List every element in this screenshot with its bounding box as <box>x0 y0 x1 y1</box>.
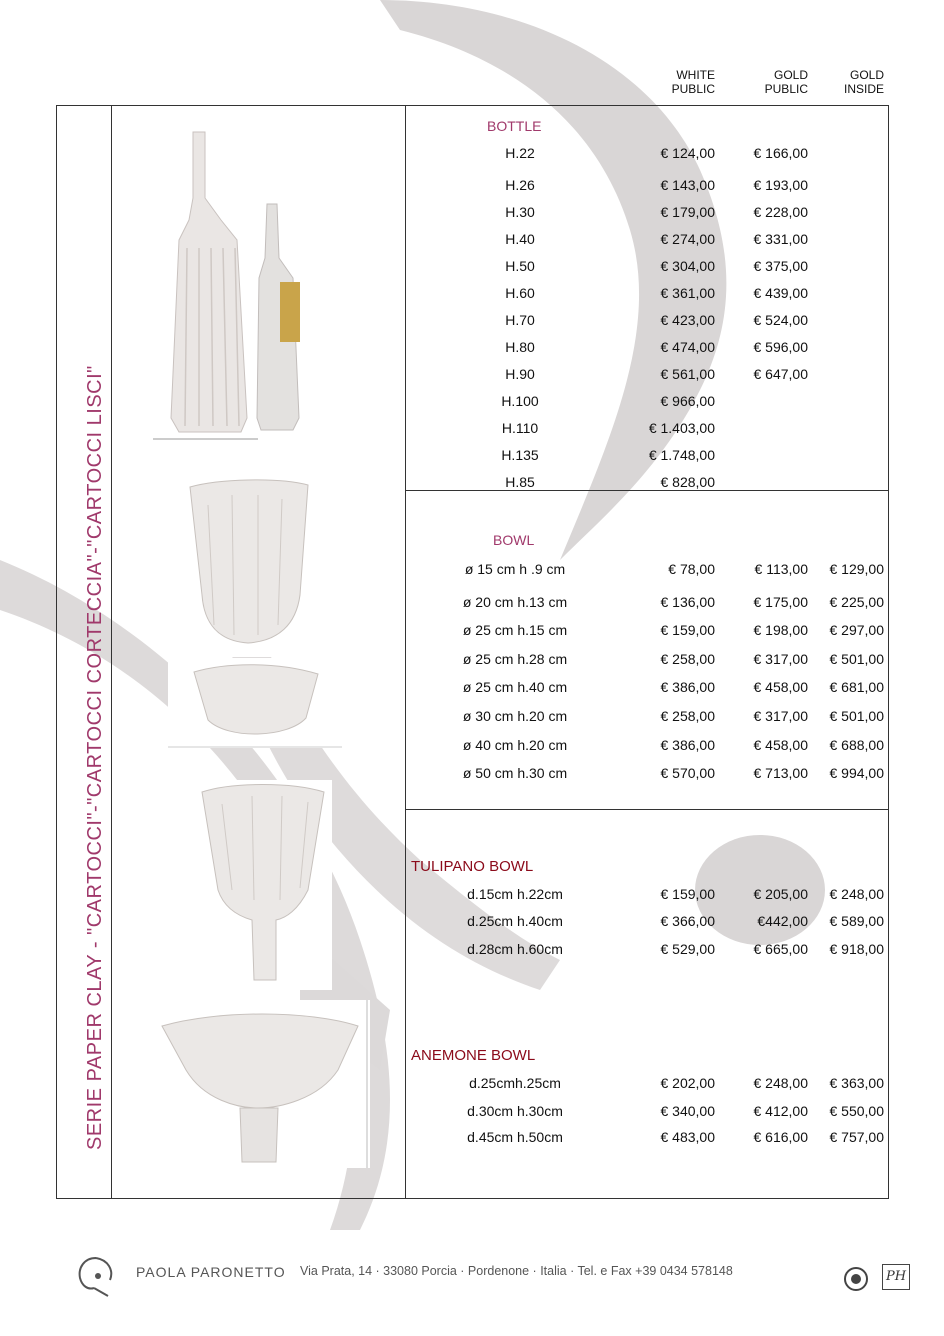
price-white-public: € 143,00 <box>660 177 715 193</box>
price-gold-public: € 228,00 <box>753 204 808 220</box>
price-gold-inside: € 757,00 <box>829 1129 884 1145</box>
size-label: ø 25 cm h.15 cm <box>462 622 568 638</box>
price-white-public: € 159,00 <box>660 622 715 638</box>
price-row <box>405 561 889 581</box>
footer <box>60 1250 907 1300</box>
ph-badge: PH <box>882 1264 910 1290</box>
price-row <box>405 339 889 359</box>
price-white-public: € 202,00 <box>660 1075 715 1091</box>
price-white-public: € 258,00 <box>660 651 715 667</box>
price-gold-inside: € 501,00 <box>829 651 884 667</box>
price-row <box>405 420 889 440</box>
price-row <box>405 447 889 467</box>
size-label: d.25cmh.25cm <box>469 1075 561 1091</box>
brand-logo-icon <box>74 1254 118 1298</box>
price-row <box>405 1103 889 1123</box>
price-row <box>405 708 889 728</box>
price-white-public: € 529,00 <box>660 941 715 957</box>
price-gold-inside: € 688,00 <box>829 737 884 753</box>
bowl-photo-tall <box>178 475 318 657</box>
price-gold-inside: € 363,00 <box>829 1075 884 1091</box>
price-row <box>405 622 889 642</box>
size-label: d.30cm h.30cm <box>467 1103 563 1119</box>
size-label: ø 40 cm h.20 cm <box>462 737 568 753</box>
size-label: ø 20 cm h.13 cm <box>462 594 568 610</box>
price-row <box>405 231 889 251</box>
size-label: ø 25 cm h.40 cm <box>462 679 568 695</box>
anemone-photo <box>158 1000 370 1168</box>
price-white-public: € 361,00 <box>660 285 715 301</box>
header-gold-inside: GOLD INSIDE <box>843 68 884 96</box>
price-gold-inside: € 681,00 <box>829 679 884 695</box>
price-white-public: € 258,00 <box>660 708 715 724</box>
size-label: ø 30 cm h.20 cm <box>462 708 568 724</box>
size-label: H.50 <box>505 258 535 274</box>
price-row <box>405 312 889 332</box>
section-title-bottle: BOTTLE <box>487 118 542 134</box>
price-gold-inside: € 550,00 <box>829 1103 884 1119</box>
price-gold-inside: € 225,00 <box>829 594 884 610</box>
section-title-bowl: BOWL <box>493 532 535 548</box>
size-label: H.90 <box>505 366 535 382</box>
price-gold-public: € 317,00 <box>753 651 808 667</box>
section-title-tulipano: TULIPANO BOWL <box>411 858 534 875</box>
price-white-public: € 474,00 <box>660 339 715 355</box>
price-row <box>405 285 889 305</box>
price-gold-public: € 439,00 <box>753 285 808 301</box>
price-row <box>405 204 889 224</box>
price-gold-public: € 616,00 <box>753 1129 808 1145</box>
price-white-public: € 274,00 <box>660 231 715 247</box>
price-gold-public: €442,00 <box>757 913 808 929</box>
price-white-public: € 304,00 <box>660 258 715 274</box>
price-white-public: € 136,00 <box>660 594 715 610</box>
price-gold-public: € 375,00 <box>753 258 808 274</box>
price-row <box>405 765 889 785</box>
size-label: H.85 <box>505 474 535 490</box>
price-row <box>405 258 889 278</box>
size-label: H.22 <box>505 145 535 161</box>
price-row <box>405 679 889 699</box>
header-gold-public: GOLD PUBLIC <box>764 68 808 96</box>
price-white-public: € 179,00 <box>660 204 715 220</box>
price-white-public: € 386,00 <box>660 679 715 695</box>
price-row <box>405 886 889 906</box>
price-gold-inside: € 918,00 <box>829 941 884 957</box>
price-gold-public: € 331,00 <box>753 231 808 247</box>
price-gold-public: € 596,00 <box>753 339 808 355</box>
price-row <box>405 651 889 671</box>
price-gold-public: € 205,00 <box>753 886 808 902</box>
size-label: H.60 <box>505 285 535 301</box>
header-white-public: WHITE PUBLIC <box>671 68 715 96</box>
size-label: ø 15 cm h .9 cm <box>464 561 566 577</box>
price-white-public: € 1.748,00 <box>648 447 715 463</box>
price-gold-public: € 647,00 <box>753 366 808 382</box>
price-gold-public: € 193,00 <box>753 177 808 193</box>
size-label: H.80 <box>505 339 535 355</box>
price-white-public: € 366,00 <box>660 913 715 929</box>
price-gold-public: € 458,00 <box>753 679 808 695</box>
price-gold-public: € 458,00 <box>753 737 808 753</box>
price-gold-public: € 166,00 <box>753 145 808 161</box>
size-label: d.45cm h.50cm <box>467 1129 563 1145</box>
price-gold-public: € 524,00 <box>753 312 808 328</box>
footer-address: Via Prata, 14 · 33080 Porcia · Pordenone · Italia · Tel. e Fax +39 0434 578148 <box>300 1264 733 1278</box>
size-label: H.30 <box>505 204 535 220</box>
price-gold-public: € 317,00 <box>753 708 808 724</box>
section-title-anemone: ANEMONE BOWL <box>411 1047 536 1064</box>
price-gold-public: € 713,00 <box>753 765 808 781</box>
price-row <box>405 393 889 413</box>
price-gold-inside: € 994,00 <box>829 765 884 781</box>
price-row <box>405 1129 889 1149</box>
price-row <box>405 474 889 494</box>
size-label: ø 50 cm h.30 cm <box>462 765 568 781</box>
series-title: SERIE PAPER CLAY - "CARTOCCI"-"CARTOCCI CORTECCIA"-"CARTOCCI LISCI" <box>84 365 106 1150</box>
divider <box>111 105 112 1199</box>
price-row <box>405 737 889 757</box>
price-row <box>405 1075 889 1095</box>
price-white-public: € 561,00 <box>660 366 715 382</box>
price-gold-inside: € 129,00 <box>829 561 884 577</box>
price-row <box>405 145 889 165</box>
price-white-public: € 159,00 <box>660 886 715 902</box>
size-label: d.15cm h.22cm <box>467 886 563 902</box>
price-white-public: € 78,00 <box>668 561 715 577</box>
price-white-public: € 340,00 <box>660 1103 715 1119</box>
price-gold-public: € 665,00 <box>753 941 808 957</box>
price-gold-inside: € 248,00 <box>829 886 884 902</box>
bottle-photo <box>153 128 319 440</box>
price-gold-public: € 198,00 <box>753 622 808 638</box>
price-row <box>405 366 889 386</box>
price-gold-public: € 113,00 <box>754 561 808 577</box>
size-label: H.40 <box>505 231 535 247</box>
price-gold-public: € 175,00 <box>753 594 808 610</box>
tulipano-photo <box>192 780 332 990</box>
price-white-public: € 483,00 <box>660 1129 715 1145</box>
price-gold-public: € 412,00 <box>753 1103 808 1119</box>
divider <box>405 809 889 810</box>
size-label: ø 25 cm h.28 cm <box>462 651 568 667</box>
price-row <box>405 913 889 933</box>
price-gold-inside: € 297,00 <box>829 622 884 638</box>
price-white-public: € 423,00 <box>660 312 715 328</box>
size-label: H.26 <box>505 177 535 193</box>
price-white-public: € 1.403,00 <box>648 420 715 436</box>
seal-icon <box>843 1266 869 1292</box>
price-white-public: € 124,00 <box>660 145 715 161</box>
size-label: d.25cm h.40cm <box>467 913 563 929</box>
footer-brand: PAOLA PARONETTO <box>136 1264 286 1280</box>
price-gold-inside: € 501,00 <box>829 708 884 724</box>
price-white-public: € 966,00 <box>660 393 715 409</box>
price-white-public: € 386,00 <box>660 737 715 753</box>
size-label: H.135 <box>501 447 539 463</box>
size-label: H.100 <box>501 393 539 409</box>
size-label: H.110 <box>501 420 539 436</box>
price-gold-inside: € 589,00 <box>829 913 884 929</box>
price-white-public: € 570,00 <box>660 765 715 781</box>
size-label: H.70 <box>505 312 535 328</box>
bowl-photo-low <box>168 658 342 748</box>
price-gold-public: € 248,00 <box>753 1075 808 1091</box>
price-white-public: € 828,00 <box>660 474 715 490</box>
price-row <box>405 941 889 961</box>
price-row <box>405 594 889 614</box>
price-row <box>405 177 889 197</box>
size-label: d.28cm h.60cm <box>467 941 563 957</box>
